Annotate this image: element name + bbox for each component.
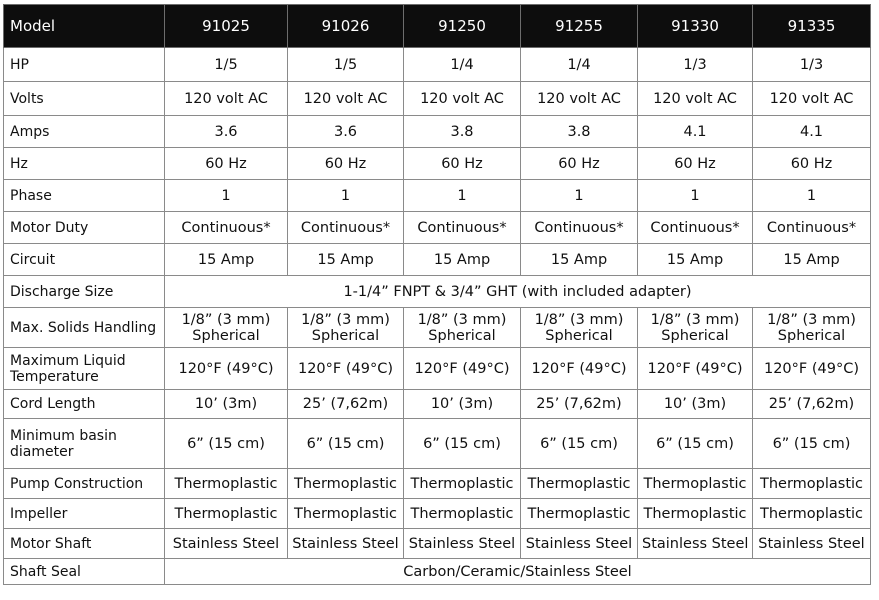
table-cell: Continuous* xyxy=(521,212,638,244)
table-cell: 15 Amp xyxy=(753,244,871,276)
table-cell: 15 Amp xyxy=(404,244,521,276)
table-cell: 1 xyxy=(288,180,404,212)
table-cell: 25’ (7,62m) xyxy=(753,390,871,419)
table-cell: 15 Amp xyxy=(288,244,404,276)
table-cell: Stainless Steel xyxy=(753,529,871,559)
table-cell: 120°F (49°C) xyxy=(404,348,521,390)
table-cell: 25’ (7,62m) xyxy=(288,390,404,419)
table-cell: 1 xyxy=(404,180,521,212)
table-row xyxy=(4,116,871,148)
table-cell: 120 volt AC xyxy=(288,82,404,116)
table-cell: Thermoplastic xyxy=(288,469,404,499)
table-row xyxy=(4,348,871,390)
table-cell: 1/8” (3 mm) Spherical xyxy=(288,308,404,348)
table-cell: 1 xyxy=(165,180,288,212)
row-label: Shaft Seal xyxy=(4,559,165,585)
table-cell: 1 xyxy=(638,180,753,212)
table-row xyxy=(4,180,871,212)
row-label: Maximum Liquid Temperature xyxy=(4,348,165,390)
table-cell: 15 Amp xyxy=(521,244,638,276)
table-cell: Thermoplastic xyxy=(521,469,638,499)
row-label: Minimum basin diameter xyxy=(4,419,165,469)
column-header: 91255 xyxy=(521,5,638,48)
table-cell: 60 Hz xyxy=(404,148,521,180)
table-cell: 1/4 xyxy=(404,48,521,82)
table-cell: 10’ (3m) xyxy=(638,390,753,419)
table-cell: Thermoplastic xyxy=(404,499,521,529)
table-cell: 6” (15 cm) xyxy=(288,419,404,469)
table-cell: 6” (15 cm) xyxy=(404,419,521,469)
table-cell: 6” (15 cm) xyxy=(165,419,288,469)
table-cell: Thermoplastic xyxy=(753,499,871,529)
row-label: Circuit xyxy=(4,244,165,276)
table-row xyxy=(4,148,871,180)
row-label: Discharge Size xyxy=(4,276,165,308)
table-cell: 60 Hz xyxy=(165,148,288,180)
table-cell: 1/5 xyxy=(165,48,288,82)
table-cell: 120°F (49°C) xyxy=(165,348,288,390)
table-cell: Thermoplastic xyxy=(638,499,753,529)
table-cell: 6” (15 cm) xyxy=(753,419,871,469)
table-cell: 1 xyxy=(753,180,871,212)
table-cell: Thermoplastic xyxy=(521,499,638,529)
table-cell: 6” (15 cm) xyxy=(638,419,753,469)
table-cell: Stainless Steel xyxy=(521,529,638,559)
spec-table xyxy=(3,4,871,585)
table-cell: 3.8 xyxy=(521,116,638,148)
table-row xyxy=(4,82,871,116)
table-cell: Thermoplastic xyxy=(288,499,404,529)
table-cell: 15 Amp xyxy=(638,244,753,276)
table-cell: Thermoplastic xyxy=(165,499,288,529)
table-cell: 3.6 xyxy=(165,116,288,148)
table-row xyxy=(4,559,871,585)
table-cell: Continuous* xyxy=(288,212,404,244)
table-row xyxy=(4,276,871,308)
table-cell: 15 Amp xyxy=(165,244,288,276)
table-cell: 120°F (49°C) xyxy=(288,348,404,390)
table-cell: 120 volt AC xyxy=(521,82,638,116)
table-cell: Continuous* xyxy=(404,212,521,244)
merged-cell: 1-1/4” FNPT & 3/4” GHT (with included adapter) xyxy=(165,276,871,308)
row-label: Pump Construction xyxy=(4,469,165,499)
table-cell: Continuous* xyxy=(638,212,753,244)
row-label: Motor Duty xyxy=(4,212,165,244)
table-cell: 60 Hz xyxy=(753,148,871,180)
table-cell: 1/3 xyxy=(638,48,753,82)
table-cell: 1/8” (3 mm) Spherical xyxy=(521,308,638,348)
table-row xyxy=(4,469,871,499)
table-cell: 3.8 xyxy=(404,116,521,148)
table-row xyxy=(4,529,871,559)
row-label: HP xyxy=(4,48,165,82)
table-cell: Thermoplastic xyxy=(165,469,288,499)
table-cell: 4.1 xyxy=(753,116,871,148)
table-cell: 6” (15 cm) xyxy=(521,419,638,469)
table-row xyxy=(4,390,871,419)
table-cell: 1/8” (3 mm) Spherical xyxy=(404,308,521,348)
table-cell: 60 Hz xyxy=(288,148,404,180)
row-label: Volts xyxy=(4,82,165,116)
merged-cell: Carbon/Ceramic/Stainless Steel xyxy=(165,559,871,585)
header-row xyxy=(4,5,871,48)
column-header: 91330 xyxy=(638,5,753,48)
table-cell: Stainless Steel xyxy=(638,529,753,559)
table-cell: 1 xyxy=(521,180,638,212)
row-label: Max. Solids Handling xyxy=(4,308,165,348)
table-row xyxy=(4,419,871,469)
column-header: 91335 xyxy=(753,5,871,48)
column-header: 91250 xyxy=(404,5,521,48)
column-header: 91026 xyxy=(288,5,404,48)
table-cell: Thermoplastic xyxy=(638,469,753,499)
table-cell: 1/8” (3 mm) Spherical xyxy=(638,308,753,348)
table-cell: 120 volt AC xyxy=(753,82,871,116)
table-cell: 1/3 xyxy=(753,48,871,82)
table-cell: 60 Hz xyxy=(521,148,638,180)
table-cell: 120°F (49°C) xyxy=(638,348,753,390)
table-cell: Stainless Steel xyxy=(288,529,404,559)
column-header: 91025 xyxy=(165,5,288,48)
table-cell: 120 volt AC xyxy=(404,82,521,116)
row-label: Impeller xyxy=(4,499,165,529)
table-cell: Continuous* xyxy=(165,212,288,244)
table-row xyxy=(4,499,871,529)
table-cell: Stainless Steel xyxy=(165,529,288,559)
table-row xyxy=(4,308,871,348)
table-cell: Stainless Steel xyxy=(404,529,521,559)
table-cell: 120°F (49°C) xyxy=(753,348,871,390)
table-cell: 1/4 xyxy=(521,48,638,82)
table-row xyxy=(4,244,871,276)
table-cell: 120 volt AC xyxy=(638,82,753,116)
table-cell: 4.1 xyxy=(638,116,753,148)
table-cell: Thermoplastic xyxy=(753,469,871,499)
table-cell: 25’ (7,62m) xyxy=(521,390,638,419)
row-label: Phase xyxy=(4,180,165,212)
row-label: Amps xyxy=(4,116,165,148)
table-cell: 60 Hz xyxy=(638,148,753,180)
table-cell: 10’ (3m) xyxy=(165,390,288,419)
table-row xyxy=(4,48,871,82)
row-label: Cord Length xyxy=(4,390,165,419)
table-cell: 120°F (49°C) xyxy=(521,348,638,390)
table-cell: Thermoplastic xyxy=(404,469,521,499)
table-cell: 3.6 xyxy=(288,116,404,148)
table-cell: 1/8” (3 mm) Spherical xyxy=(753,308,871,348)
row-label: Motor Shaft xyxy=(4,529,165,559)
table-cell: 10’ (3m) xyxy=(404,390,521,419)
table-cell: 1/8” (3 mm) Spherical xyxy=(165,308,288,348)
table-cell: 1/5 xyxy=(288,48,404,82)
table-cell: Continuous* xyxy=(753,212,871,244)
table-row xyxy=(4,212,871,244)
table-cell: 120 volt AC xyxy=(165,82,288,116)
row-label: Hz xyxy=(4,148,165,180)
header-label: Model xyxy=(4,5,165,48)
